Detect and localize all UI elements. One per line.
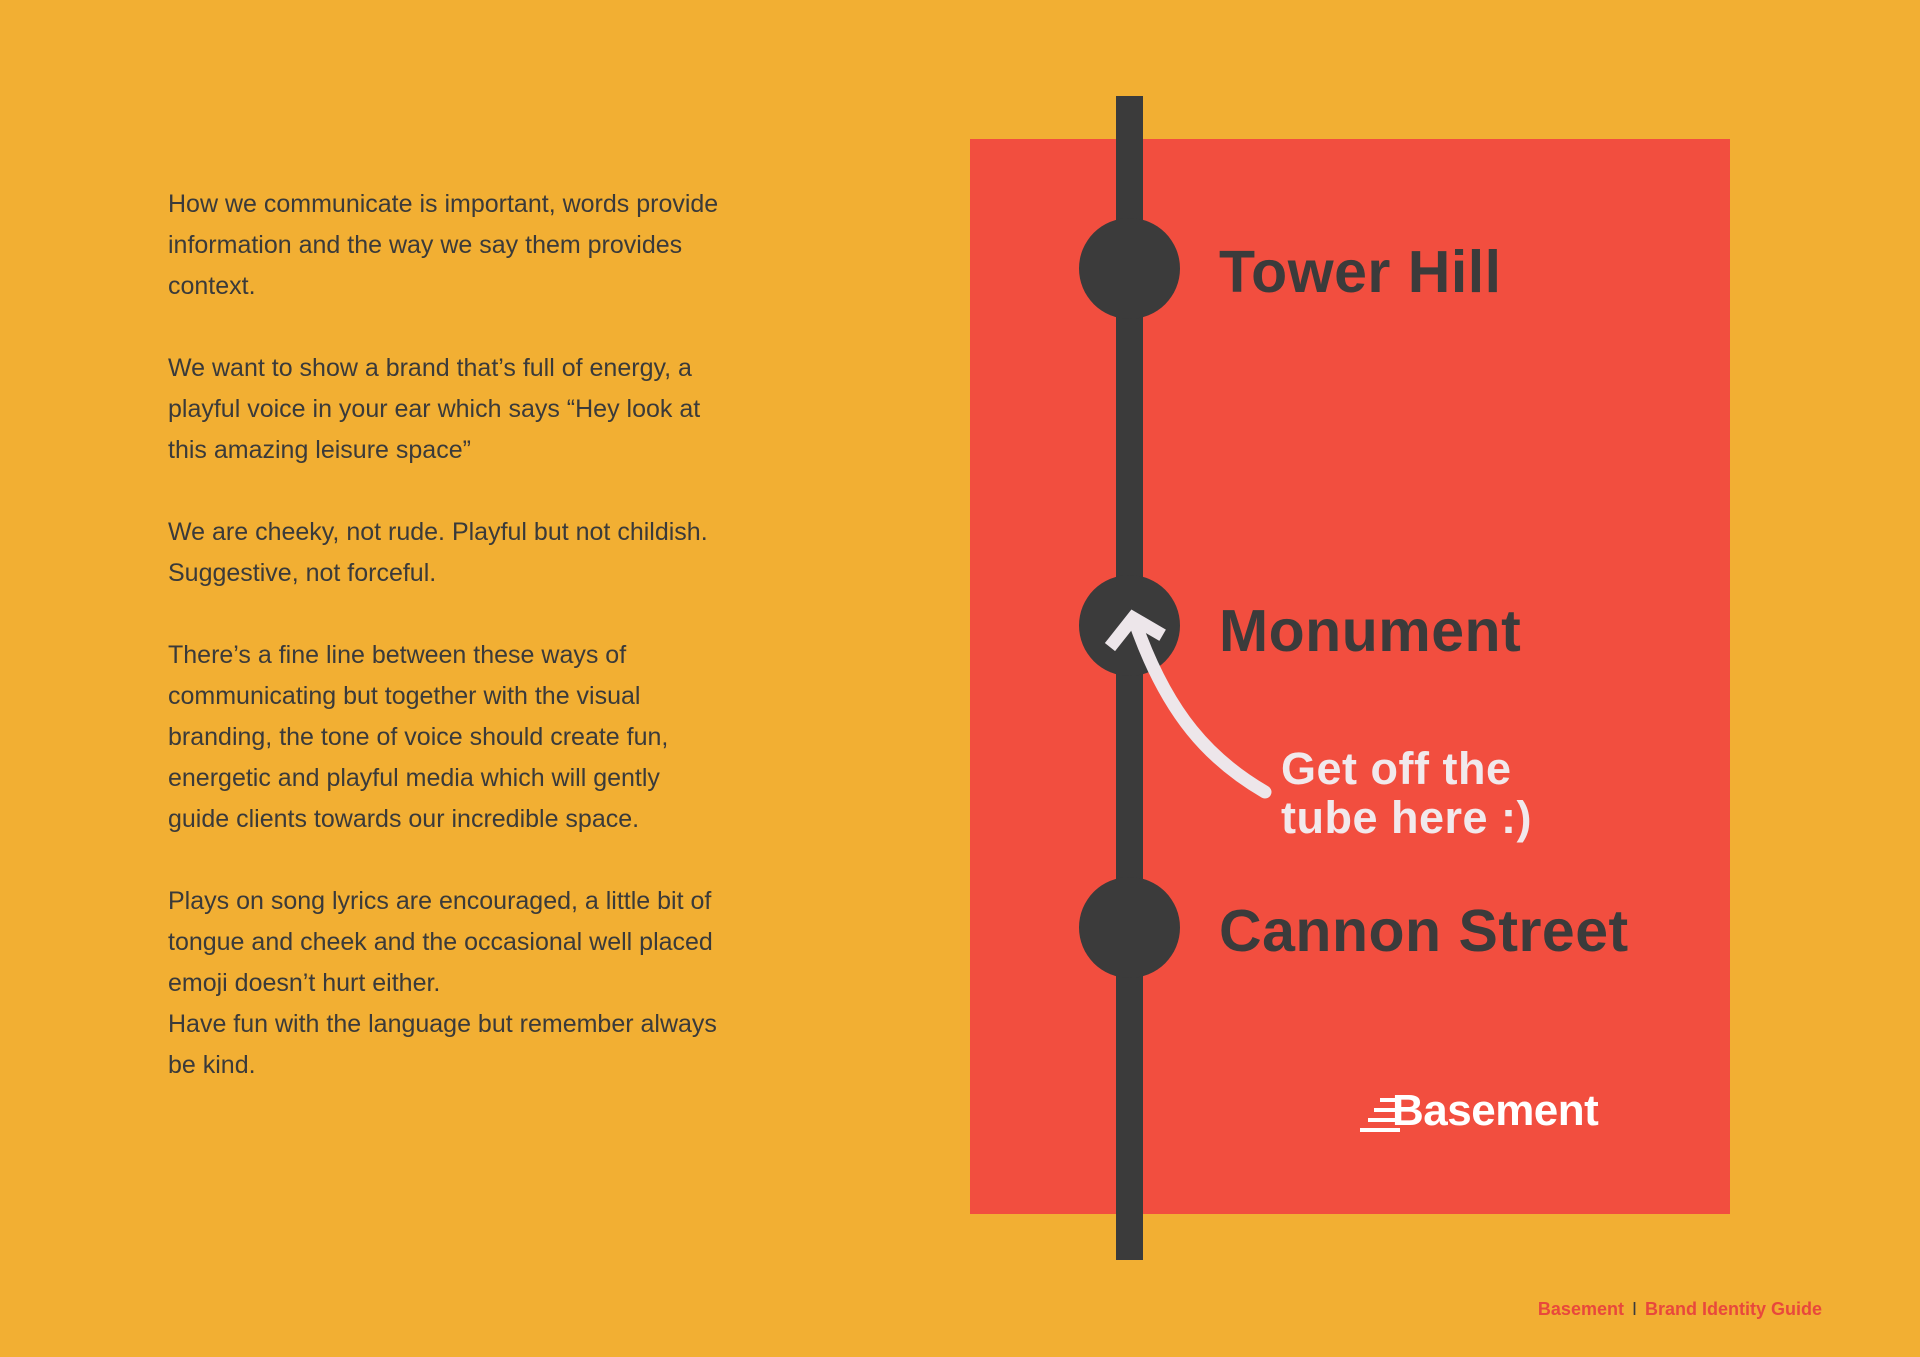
- paragraph-4: There’s a fine line between these ways of communicating but together with the visual branding, the tone of voice should create fun, energetic and playful media which will gently guide clients towards our incredible space.: [168, 641, 669, 833]
- station-name-cannon-street: Cannon Street: [1219, 898, 1629, 964]
- station-name-monument: Monument: [1219, 598, 1522, 664]
- basement-logo: [1360, 1086, 1660, 1140]
- logo-wordmark: Basement: [1392, 1086, 1599, 1135]
- body-copy: [168, 184, 728, 1086]
- footer-brand: Basement: [1537, 1299, 1624, 1319]
- annotation-text: [1281, 744, 1532, 842]
- annotation-line-1: Get off the: [1281, 743, 1512, 794]
- annotation-line-2: tube here :): [1281, 792, 1533, 843]
- footer-separator: I: [1631, 1299, 1637, 1319]
- paragraph-2: We want to show a brand that’s full of energy, a playful voice in your ear which says “Hey look at this amazing leisure space”: [168, 354, 701, 464]
- footer-title: Brand Identity Guide: [1644, 1299, 1822, 1319]
- station-dot-cannon-street: [1079, 877, 1180, 978]
- paragraph-6: Have fun with the language but remember always be kind.: [168, 1010, 717, 1079]
- paragraph-1: How we communicate is important, words provide information and the way we say them provides context.: [168, 190, 719, 300]
- station-dot-monument: [1079, 575, 1180, 676]
- paragraph-5: Plays on song lyrics are encouraged, a little bit of tongue and cheek and the occasional well placed emoji doesn’t hurt either.: [168, 887, 713, 997]
- station-dot-tower-hill: [1079, 218, 1180, 319]
- paragraph-3: We are cheeky, not rude. Playful but not childish. Suggestive, not forceful.: [168, 518, 708, 587]
- station-name-tower-hill: Tower Hill: [1219, 239, 1502, 305]
- footer: [1538, 1299, 1822, 1320]
